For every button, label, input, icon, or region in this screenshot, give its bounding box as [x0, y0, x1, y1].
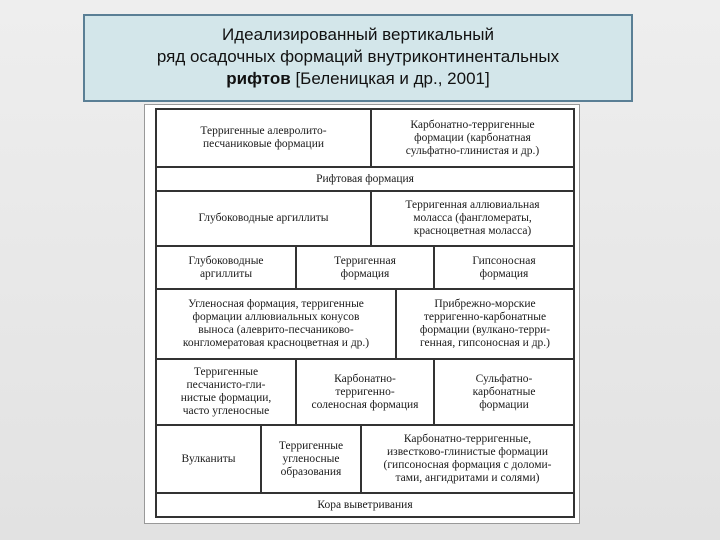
table-cell: Терригенные алевролито- песчаниковые формации	[157, 110, 372, 166]
table-cell: Карбонатно- терригенно- соленосная формация	[297, 360, 435, 424]
title-line-2: ряд осадочных формаций внутриконтинентальных	[156, 47, 560, 66]
table-cell: Терригенные песчанисто-гли- нистые формации, часто угленосные	[157, 360, 297, 424]
table-row	[157, 110, 573, 168]
table-cell: Прибрежно-морские терригенно-карбонатные формации (вулкано-терри- генная, гипсоносная и др.)	[419, 298, 551, 349]
table-cell: Кора выветривания	[317, 498, 413, 511]
title-line-1: Идеализированный вертикальный	[222, 25, 494, 44]
table-row	[157, 494, 573, 516]
table-cell: Карбонатно-терригенные, известково-глинистые формации (гипсоносная формация с доломи- тами, ангидритами и солями)	[383, 433, 552, 484]
formation-diagram	[144, 104, 580, 524]
table-cell: Сульфатно- карбонатные формации	[472, 372, 536, 411]
table-cell: Терригенные угленосные образования	[262, 426, 362, 492]
title-line-3	[85, 68, 631, 90]
slide-title	[83, 14, 633, 102]
table-row	[157, 426, 573, 494]
formation-table	[155, 108, 575, 518]
table-cell: Терригенная аллювиальная моласса (фангломераты, красноцветная моласса)	[405, 199, 540, 237]
table-row	[157, 192, 573, 247]
table-cell: Угленосная формация, терригенные формации аллювиальных конусов выноса (алеврито-песчаниково- конгломератовая красноцветная и др.)	[157, 290, 397, 358]
table-cell: Терригенная формация	[297, 247, 435, 288]
table-cell: Вулканиты	[157, 426, 262, 492]
table-cell: Гипсоносная формация	[472, 254, 536, 280]
table-cell: Рифтовая формация	[316, 172, 414, 185]
table-row	[157, 247, 573, 290]
table-cell: Глубоководные аргиллиты	[157, 192, 372, 245]
title-line-3-ref: [Беленицкая и др., 2001]	[290, 69, 490, 88]
table-row	[157, 360, 573, 426]
table-cell: Карбонатно-терригенные формации (карбонатная сульфатно-глинистая и др.)	[405, 118, 540, 157]
table-row	[157, 168, 573, 192]
table-row	[157, 290, 573, 360]
title-line-3-bold: рифтов	[226, 69, 291, 88]
table-cell: Глубоководные аргиллиты	[157, 247, 297, 288]
